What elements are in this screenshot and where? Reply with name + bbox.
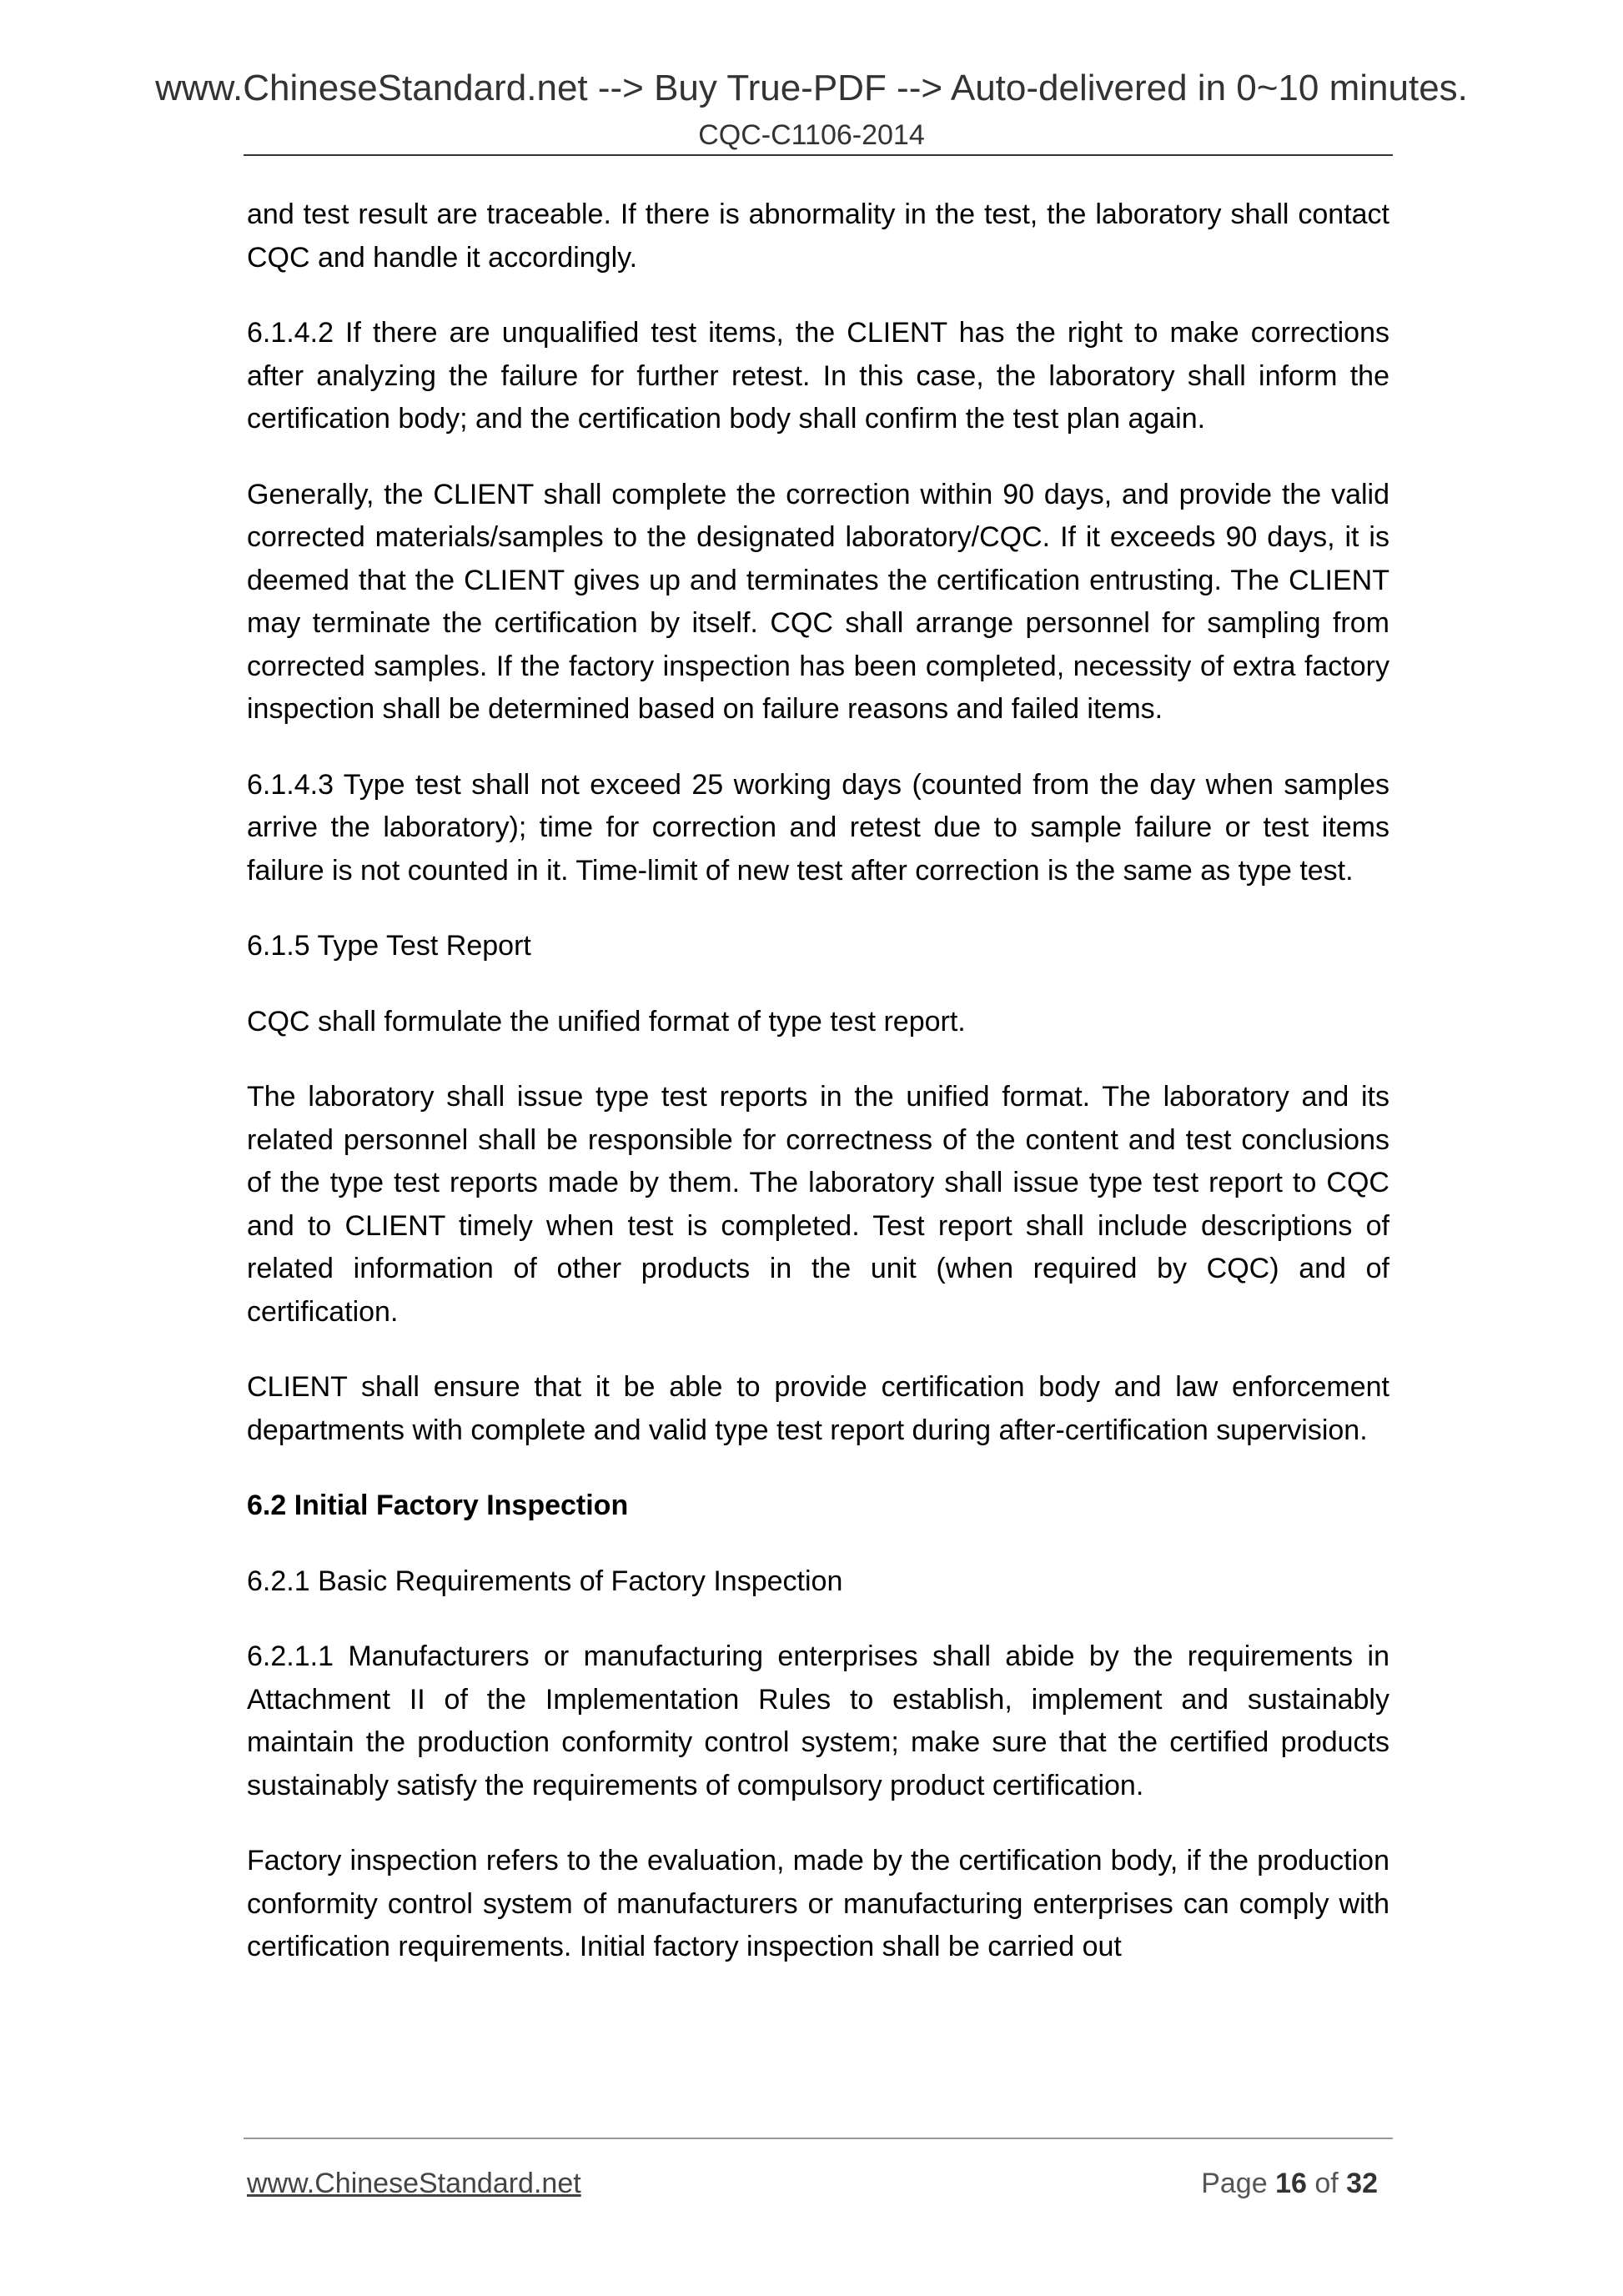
document-body — [247, 193, 1389, 2002]
page-word: Page — [1201, 2168, 1268, 2199]
section-heading: 6.2 Initial Factory Inspection — [247, 1490, 629, 1521]
site-banner: www.ChineseStandard.net --> Buy True-PDF --> Auto-delivered in 0~10 minutes. — [155, 68, 1468, 108]
footer-site-link[interactable]: www.ChineseStandard.net — [247, 2168, 581, 2199]
paragraph: CQC shall formulate the unified format of type test report. — [247, 1005, 966, 1037]
total-pages: 32 — [1346, 2168, 1378, 2199]
footer-divider — [244, 2138, 1393, 2139]
of-word: of — [1314, 2168, 1339, 2199]
paragraph: 6.2.1.1 Manufacturers or manufacturing enterprises shall abide by the requirements in Attachment II of the Implementation Rules to establish, implement and sustainably maintain the production conformity control system; make sure that the certified products sustainably satisfy the requirements of compulsory product certification. — [247, 1640, 1389, 1801]
page-indicator — [1201, 2165, 1378, 2202]
paragraph: 6.1.4.2 If there are unqualified test items, the CLIENT has the right to make corrections after analyzing the failure for further retest. In this case, the laboratory shall inform the certification body; and the certification body shall confirm the test plan again. — [247, 317, 1389, 435]
paragraph: The laboratory shall issue type test reports in the unified format. The laboratory and its related personnel shall be responsible for correctness of the content and test conclusions of the type test reports made by them. The laboratory shall issue type test report to CQC and to CLIENT timely when test is completed. Test report shall include descriptions of related information of other products in the unit (when required by CQC) and of certification. — [247, 1081, 1389, 1328]
section-title: 6.1.5 Type Test Report — [247, 930, 531, 962]
paragraph: 6.1.4.3 Type test shall not exceed 25 working days (counted from the day when samples arrive the laboratory); time for correction and retest due to sample failure or test items failure is not counted in it. Time-limit of new test after correction is the same as type test. — [247, 768, 1389, 887]
paragraph: CLIENT shall ensure that it be able to provide certification body and law enforcement departments with complete and valid type test report during after-certification supervision. — [247, 1371, 1389, 1446]
document-code: CQC-C1106-2014 — [698, 119, 925, 151]
paragraph: Generally, the CLIENT shall complete the correction within 90 days, and provide the valid corrected materials/samples to the designated laboratory/CQC. If it exceeds 90 days, it is deemed that the CLIENT gives up and terminates the certification entrusting. The CLIENT may terminate the certification by itself. CQC shall arrange personnel for sampling from corrected samples. If the factory inspection has been completed, necessity of extra factory inspection shall be determined based on failure reasons and failed items. — [247, 478, 1389, 725]
paragraph: Factory inspection refers to the evaluation, made by the certification body, if the production conformity control system of manufacturers or manufacturing enterprises can comply with certification requirements. Initial factory inspection shall be carried out — [247, 1845, 1389, 1962]
page-number: 16 — [1275, 2168, 1307, 2199]
paragraph: and test result are traceable. If there is abnormality in the test, the laboratory shall contact CQC and handle it accordingly. — [247, 198, 1389, 274]
section-title: 6.2.1 Basic Requirements of Factory Inspection — [247, 1565, 843, 1597]
header-divider — [244, 154, 1393, 156]
